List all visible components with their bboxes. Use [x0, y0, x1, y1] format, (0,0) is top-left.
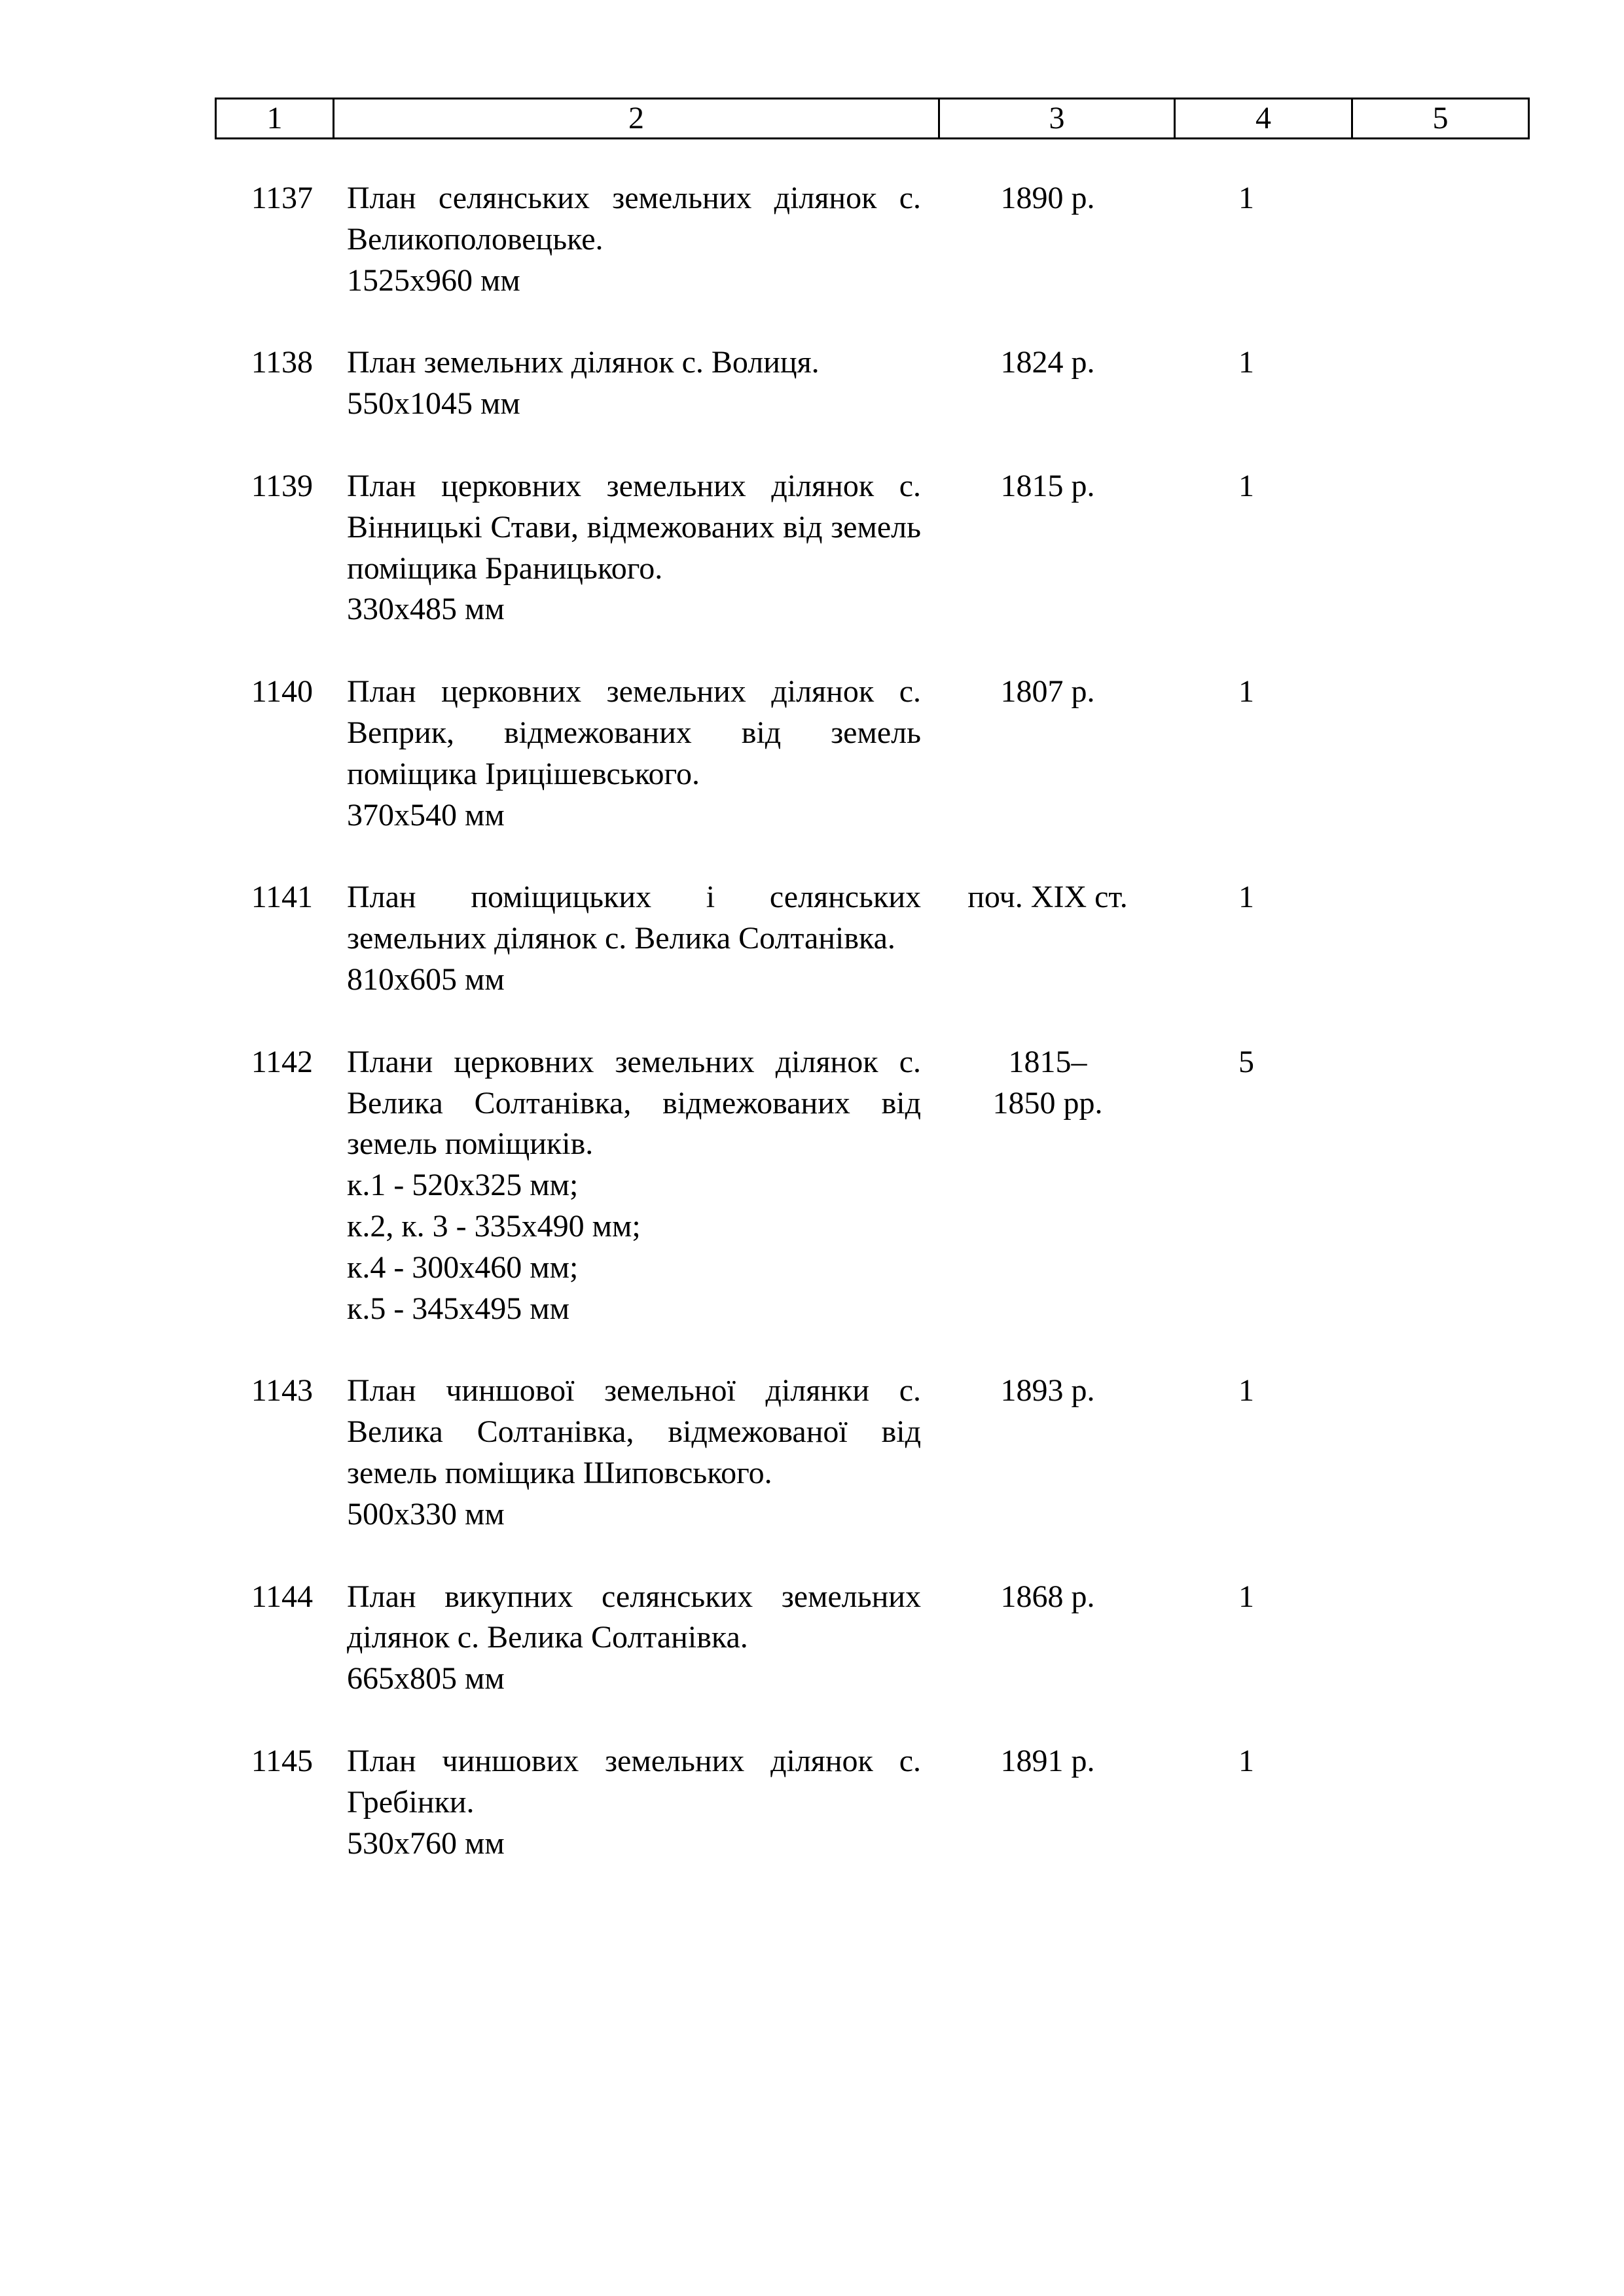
- header-cell-1: 1: [216, 99, 334, 139]
- entry-title: План церковних земельних ділянок с. Веприк, відмежованих від земель поміщика Ірицішевського.: [347, 674, 921, 791]
- entry-number: 1139: [251, 468, 313, 503]
- entry-date: поч. ХІХ ст.: [967, 880, 1128, 915]
- entry-sheet-count: 1: [1238, 674, 1254, 709]
- entry-dimensions: 530х760 мм: [347, 1825, 505, 1861]
- entry-dimensions: к.4 - 300х460 мм;: [347, 1249, 579, 1285]
- header-row: [216, 99, 1529, 139]
- entry-number: 1137: [251, 181, 313, 215]
- entry-title: План чиншових земельних ділянок с. Гребінки.: [347, 1743, 921, 1820]
- header-cell-5: 5: [1352, 99, 1529, 139]
- entry-description: [347, 672, 921, 836]
- inventory-entry: [215, 342, 1518, 425]
- entry-sheet-count: 1: [1238, 181, 1254, 215]
- inventory-entry: [215, 178, 1518, 301]
- inventory-entry: [215, 877, 1518, 1000]
- entry-sheet-count: 1: [1238, 468, 1254, 503]
- entry-date: 1893 р.: [1000, 1373, 1095, 1408]
- header-cell-2: 2: [334, 99, 939, 139]
- entry-number: 1144: [251, 1579, 313, 1614]
- entry-dimensions: к.5 - 345х495 мм: [347, 1291, 570, 1326]
- entry-date: 1815– 1850 рр.: [992, 1044, 1103, 1121]
- entry-description: [347, 1371, 921, 1535]
- entry-number: 1141: [251, 880, 313, 915]
- entry-date: 1815 р.: [1000, 468, 1095, 503]
- entry-number: 1138: [251, 345, 313, 380]
- entry-date: 1891 р.: [1000, 1743, 1095, 1778]
- entry-description: [347, 877, 921, 1000]
- column-number-header: [215, 98, 1530, 139]
- entry-sheet-count: 1: [1238, 1579, 1254, 1614]
- entry-sheet-count: 1: [1238, 880, 1254, 915]
- entry-title: Плани церковних земельних ділянок с. Велика Солтанівка, відмежованих від земель поміщиків.: [347, 1044, 921, 1162]
- entry-title: План церковних земельних ділянок с. Вінницькі Стави, відмежованих від земель поміщика Браницького.: [347, 468, 921, 586]
- inventory-entry: [215, 1577, 1518, 1700]
- inventory-entry: [215, 672, 1518, 836]
- inventory-entry: [215, 1371, 1518, 1535]
- inventory-entry: [215, 1741, 1518, 1864]
- entry-dimensions: к.1 - 520х325 мм;: [347, 1168, 579, 1203]
- entry-title: План поміщицьких і селянських земельних ділянок с. Велика Солтанівка.: [347, 880, 921, 956]
- entry-dimensions: 810х605 мм: [347, 961, 505, 997]
- entry-sheet-count: 1: [1238, 1373, 1254, 1408]
- entry-dimensions: 330х485 мм: [347, 592, 505, 627]
- entry-dimensions: 500х330 мм: [347, 1496, 505, 1532]
- entry-description: [347, 1042, 921, 1330]
- entry-number: 1140: [251, 674, 313, 709]
- entry-sheet-count: 1: [1238, 1743, 1254, 1778]
- inventory-entries: [215, 178, 1518, 1905]
- entry-description: [347, 178, 921, 301]
- entry-title: План селянських земельних ділянок с. Великополовецьке.: [347, 181, 921, 257]
- entry-dimensions: 1525х960 мм: [347, 262, 520, 298]
- header-cell-3: 3: [939, 99, 1175, 139]
- entry-number: 1143: [251, 1373, 313, 1408]
- entry-dimensions: к.2, к. 3 - 335х490 мм;: [347, 1208, 641, 1244]
- entry-dimensions: 370х540 мм: [347, 797, 505, 833]
- entry-date: 1807 р.: [1000, 674, 1095, 709]
- header-cell-4: 4: [1175, 99, 1352, 139]
- entry-description: [347, 1741, 921, 1864]
- entry-dimensions: 665х805 мм: [347, 1661, 505, 1696]
- entry-title: План викупних селянських земельних ділянок с. Велика Солтанівка.: [347, 1579, 921, 1655]
- entry-date: 1890 р.: [1000, 181, 1095, 215]
- entry-number: 1145: [251, 1743, 313, 1778]
- entry-date: 1824 р.: [1000, 345, 1095, 380]
- entry-dimensions: 550х1045 мм: [347, 386, 520, 422]
- entry-description: [347, 342, 921, 425]
- entry-description: [347, 466, 921, 630]
- entry-number: 1142: [251, 1044, 313, 1079]
- entry-title: План земельних ділянок с. Волиця.: [347, 345, 820, 380]
- entry-title: План чиншової земельної ділянки с. Велика Солтанівка, відмежованої від земель поміщика Шиповського.: [347, 1373, 921, 1490]
- entry-date: 1868 р.: [1000, 1579, 1095, 1614]
- entry-description: [347, 1577, 921, 1700]
- inventory-entry: [215, 466, 1518, 630]
- inventory-entry: [215, 1042, 1518, 1330]
- entry-sheet-count: 5: [1238, 1044, 1254, 1079]
- entry-sheet-count: 1: [1238, 345, 1254, 380]
